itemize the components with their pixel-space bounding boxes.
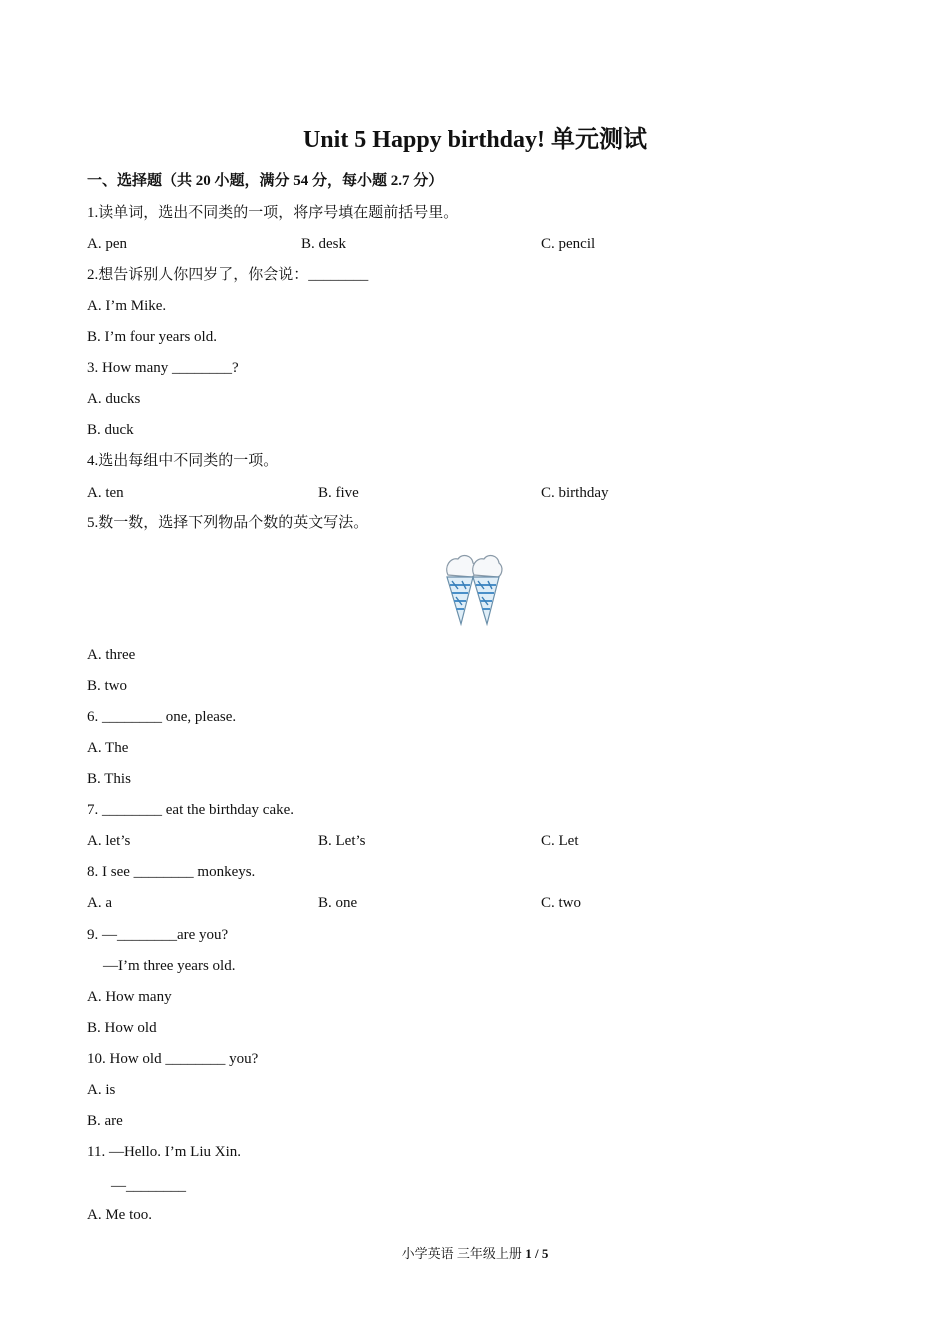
question-8-option-a: A. a	[87, 895, 112, 911]
question-4-option-a: A. ten	[87, 485, 124, 501]
question-5-option-a: A. three	[87, 647, 136, 663]
question-2-option-a: A. I’m Mike.	[87, 298, 167, 314]
question-4-option-b: B. five	[318, 485, 359, 501]
question-5-option-b: B. two	[87, 678, 128, 694]
question-7-stem: 7. ________ eat the birthday cake.	[87, 802, 295, 818]
ice-cream-cone-right	[473, 556, 502, 624]
page-footer	[0, 1245, 950, 1263]
question-9-reply: —I’m three years old.	[103, 958, 236, 974]
question-11-option-a: A. Me too.	[87, 1207, 152, 1223]
ice-cream-icon	[442, 551, 508, 627]
question-4-option-c: C. birthday	[541, 485, 609, 501]
question-7-option-c: C. Let	[541, 833, 579, 849]
question-1-stem: 1.读单词，选出不同类的一项，将序号填在题前括号里。	[87, 205, 459, 221]
question-3-option-a: A. ducks	[87, 391, 141, 407]
question-6-stem: 6. ________ one, please.	[87, 709, 237, 725]
question-7-option-a: A. let’s	[87, 833, 131, 849]
page-title: Unit 5 Happy birthday! 单元测试	[302, 127, 648, 153]
footer-separator: /	[531, 1246, 542, 1261]
ice-cream-cones-image	[442, 551, 508, 627]
question-8-option-c: C. two	[541, 895, 582, 911]
question-4-stem: 4.选出每组中不同类的一项。	[87, 453, 279, 469]
question-11-stem: 11. —Hello. I’m Liu Xin.	[87, 1144, 242, 1160]
question-10-stem: 10. How old ________ you?	[87, 1051, 259, 1067]
footer-page-number: 1	[525, 1246, 532, 1261]
question-10-option-a: A. is	[87, 1082, 116, 1098]
question-2-stem: 2.想告诉别人你四岁了，你会说：________	[87, 267, 369, 283]
question-3-stem: 3. How many ________?	[87, 360, 239, 376]
question-9-option-b: B. How old	[87, 1020, 157, 1036]
question-9-option-a: A. How many	[87, 989, 172, 1005]
question-1-option-c: C. pencil	[541, 236, 596, 252]
footer-text: 小学英语 三年级上册	[401, 1246, 526, 1261]
question-1-option-a: A. pen	[87, 236, 127, 252]
question-2-option-b: B. I’m four years old.	[87, 329, 217, 345]
question-7-option-b: B. Let’s	[318, 833, 366, 849]
question-8-option-b: B. one	[318, 895, 358, 911]
footer-page-total: 5	[541, 1246, 549, 1261]
question-10-option-b: B. are	[87, 1113, 123, 1129]
question-8-stem: 8. I see ________ monkeys.	[87, 864, 256, 880]
question-3-option-b: B. duck	[87, 422, 134, 438]
question-6-option-b: B. This	[87, 771, 131, 787]
question-5-stem: 5.数一数，选择下列物品个数的英文写法。	[87, 515, 369, 531]
question-6-option-a: A. The	[87, 740, 129, 756]
ice-cream-cone-left	[447, 556, 476, 624]
question-1-option-b: B. desk	[301, 236, 346, 252]
question-9-stem: 9. —________are you?	[87, 927, 229, 943]
question-11-reply: —________	[111, 1178, 186, 1194]
section-heading: 一、选择题（共 20 小题，满分 54 分，每小题 2.7 分）	[87, 173, 444, 189]
